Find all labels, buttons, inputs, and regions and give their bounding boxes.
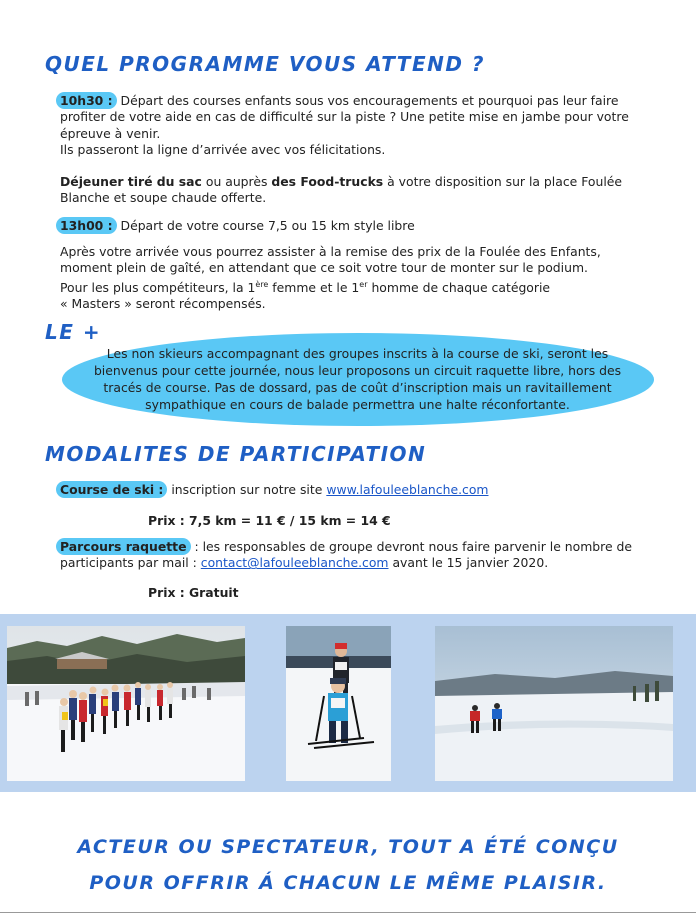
- paragraph-course-ski: [60, 482, 643, 498]
- section-title-le-plus: LE +: [45, 320, 102, 344]
- raquette-text3: avant le 15 janvier 2020.: [392, 555, 549, 571]
- p4-line3c: homme de chaque catégorie: [367, 279, 551, 295]
- raquette-price: Prix : Gratuit: [148, 585, 239, 600]
- le-plus-line1: Les non skieurs accompagnant des groupes inscrits à la course de ski, seront les: [106, 346, 609, 361]
- p1-line3: épreuve à venir.: [60, 125, 161, 141]
- raquette-text1: : les responsables de groupe devront nous faire parvenir le nombre de: [194, 539, 633, 554]
- paragraph-10h30: [60, 93, 643, 159]
- closing-line-2: POUR OFFRIR Á CHACUN LE MÊME PLAISIR.: [89, 872, 607, 894]
- raquette-badge: Parcours raquette: [56, 538, 191, 555]
- sup-ere: ère: [255, 279, 269, 289]
- dejeuner-mid: ou auprès: [205, 174, 268, 189]
- site-link[interactable]: www.lafouleeblanche.com: [326, 482, 489, 497]
- section-title-programme: QUEL PROGRAMME VOUS ATTEND ?: [45, 52, 486, 76]
- p2-line2: Blanche et soupe chaude offerte.: [60, 190, 267, 206]
- photo-mass-start: [7, 626, 245, 781]
- p4-line2: moment plein de gaîté, en attendant que ce soit votre tour de monter sur le podium.: [60, 260, 588, 276]
- raquette-text2: participants par mail :: [60, 555, 197, 571]
- le-plus-text: [80, 345, 635, 413]
- course-ski-badge: Course de ski :: [56, 481, 167, 498]
- contact-email-link[interactable]: contact@lafouleeblanche.com: [200, 555, 389, 571]
- p1-line1: Départ des courses enfants sous vos encouragements et pourquoi pas leur faire: [120, 93, 619, 108]
- paragraph-dejeuner: [60, 174, 643, 207]
- paragraph-13h00: [60, 218, 643, 234]
- p1-line2: profiter de votre aide en cas de difficulté sur la piste ? Une petite mise en jambe pour votre: [60, 109, 629, 125]
- p4-line3a: Pour les plus compétiteurs, la 1: [60, 279, 256, 295]
- le-plus-line2: bienvenus pour cette journée, nous leur proposons un circuit raquette libre, hors des: [93, 363, 622, 378]
- le-plus-line4: sympathique en cours de balade permettra une halte réconfortante.: [145, 397, 570, 412]
- photo-skiers-landscape: [435, 626, 673, 781]
- sup-er: er: [359, 279, 368, 289]
- bottom-rule: [0, 912, 696, 913]
- ski-price: Prix : 7,5 km = 11 € / 15 km = 14 €: [148, 513, 391, 528]
- le-plus-line3: tracés de course. Pas de dossard, pas de coût d’inscription mais un ravitaillement: [103, 380, 612, 395]
- p4-line4: « Masters » seront récompensés.: [60, 296, 266, 312]
- section-title-modalites: MODALITES DE PARTICIPATION: [45, 442, 427, 466]
- closing-line-1: ACTEUR OU SPECTATEUR, TOUT A ÉTÉ CONÇU: [77, 836, 619, 858]
- time-badge-10h30: 10h30 :: [56, 92, 117, 109]
- paragraph-remise-prix: [60, 244, 643, 313]
- p1-line4: Ils passeront la ligne d’arrivée avec vos félicitations.: [60, 142, 386, 158]
- foodtrucks-bold: des Food-trucks: [271, 174, 384, 189]
- p4-line3b: femme et le 1: [268, 279, 360, 295]
- p4-line1: Après votre arrivée vous pourrez assister à la remise des prix de la Foulée des Enfants,: [60, 244, 601, 259]
- dejeuner-end: à votre disposition sur la place Foulée: [387, 174, 623, 189]
- paragraph-raquette: [60, 539, 643, 572]
- dejeuner-bold: Déjeuner tiré du sac: [60, 174, 202, 189]
- photo-child-skiers: [286, 626, 391, 781]
- course-ski-text: inscription sur notre site: [171, 482, 323, 497]
- p3-text: Départ de votre course 7,5 ou 15 km style libre: [120, 218, 415, 233]
- time-badge-13h00: 13h00 :: [56, 217, 117, 234]
